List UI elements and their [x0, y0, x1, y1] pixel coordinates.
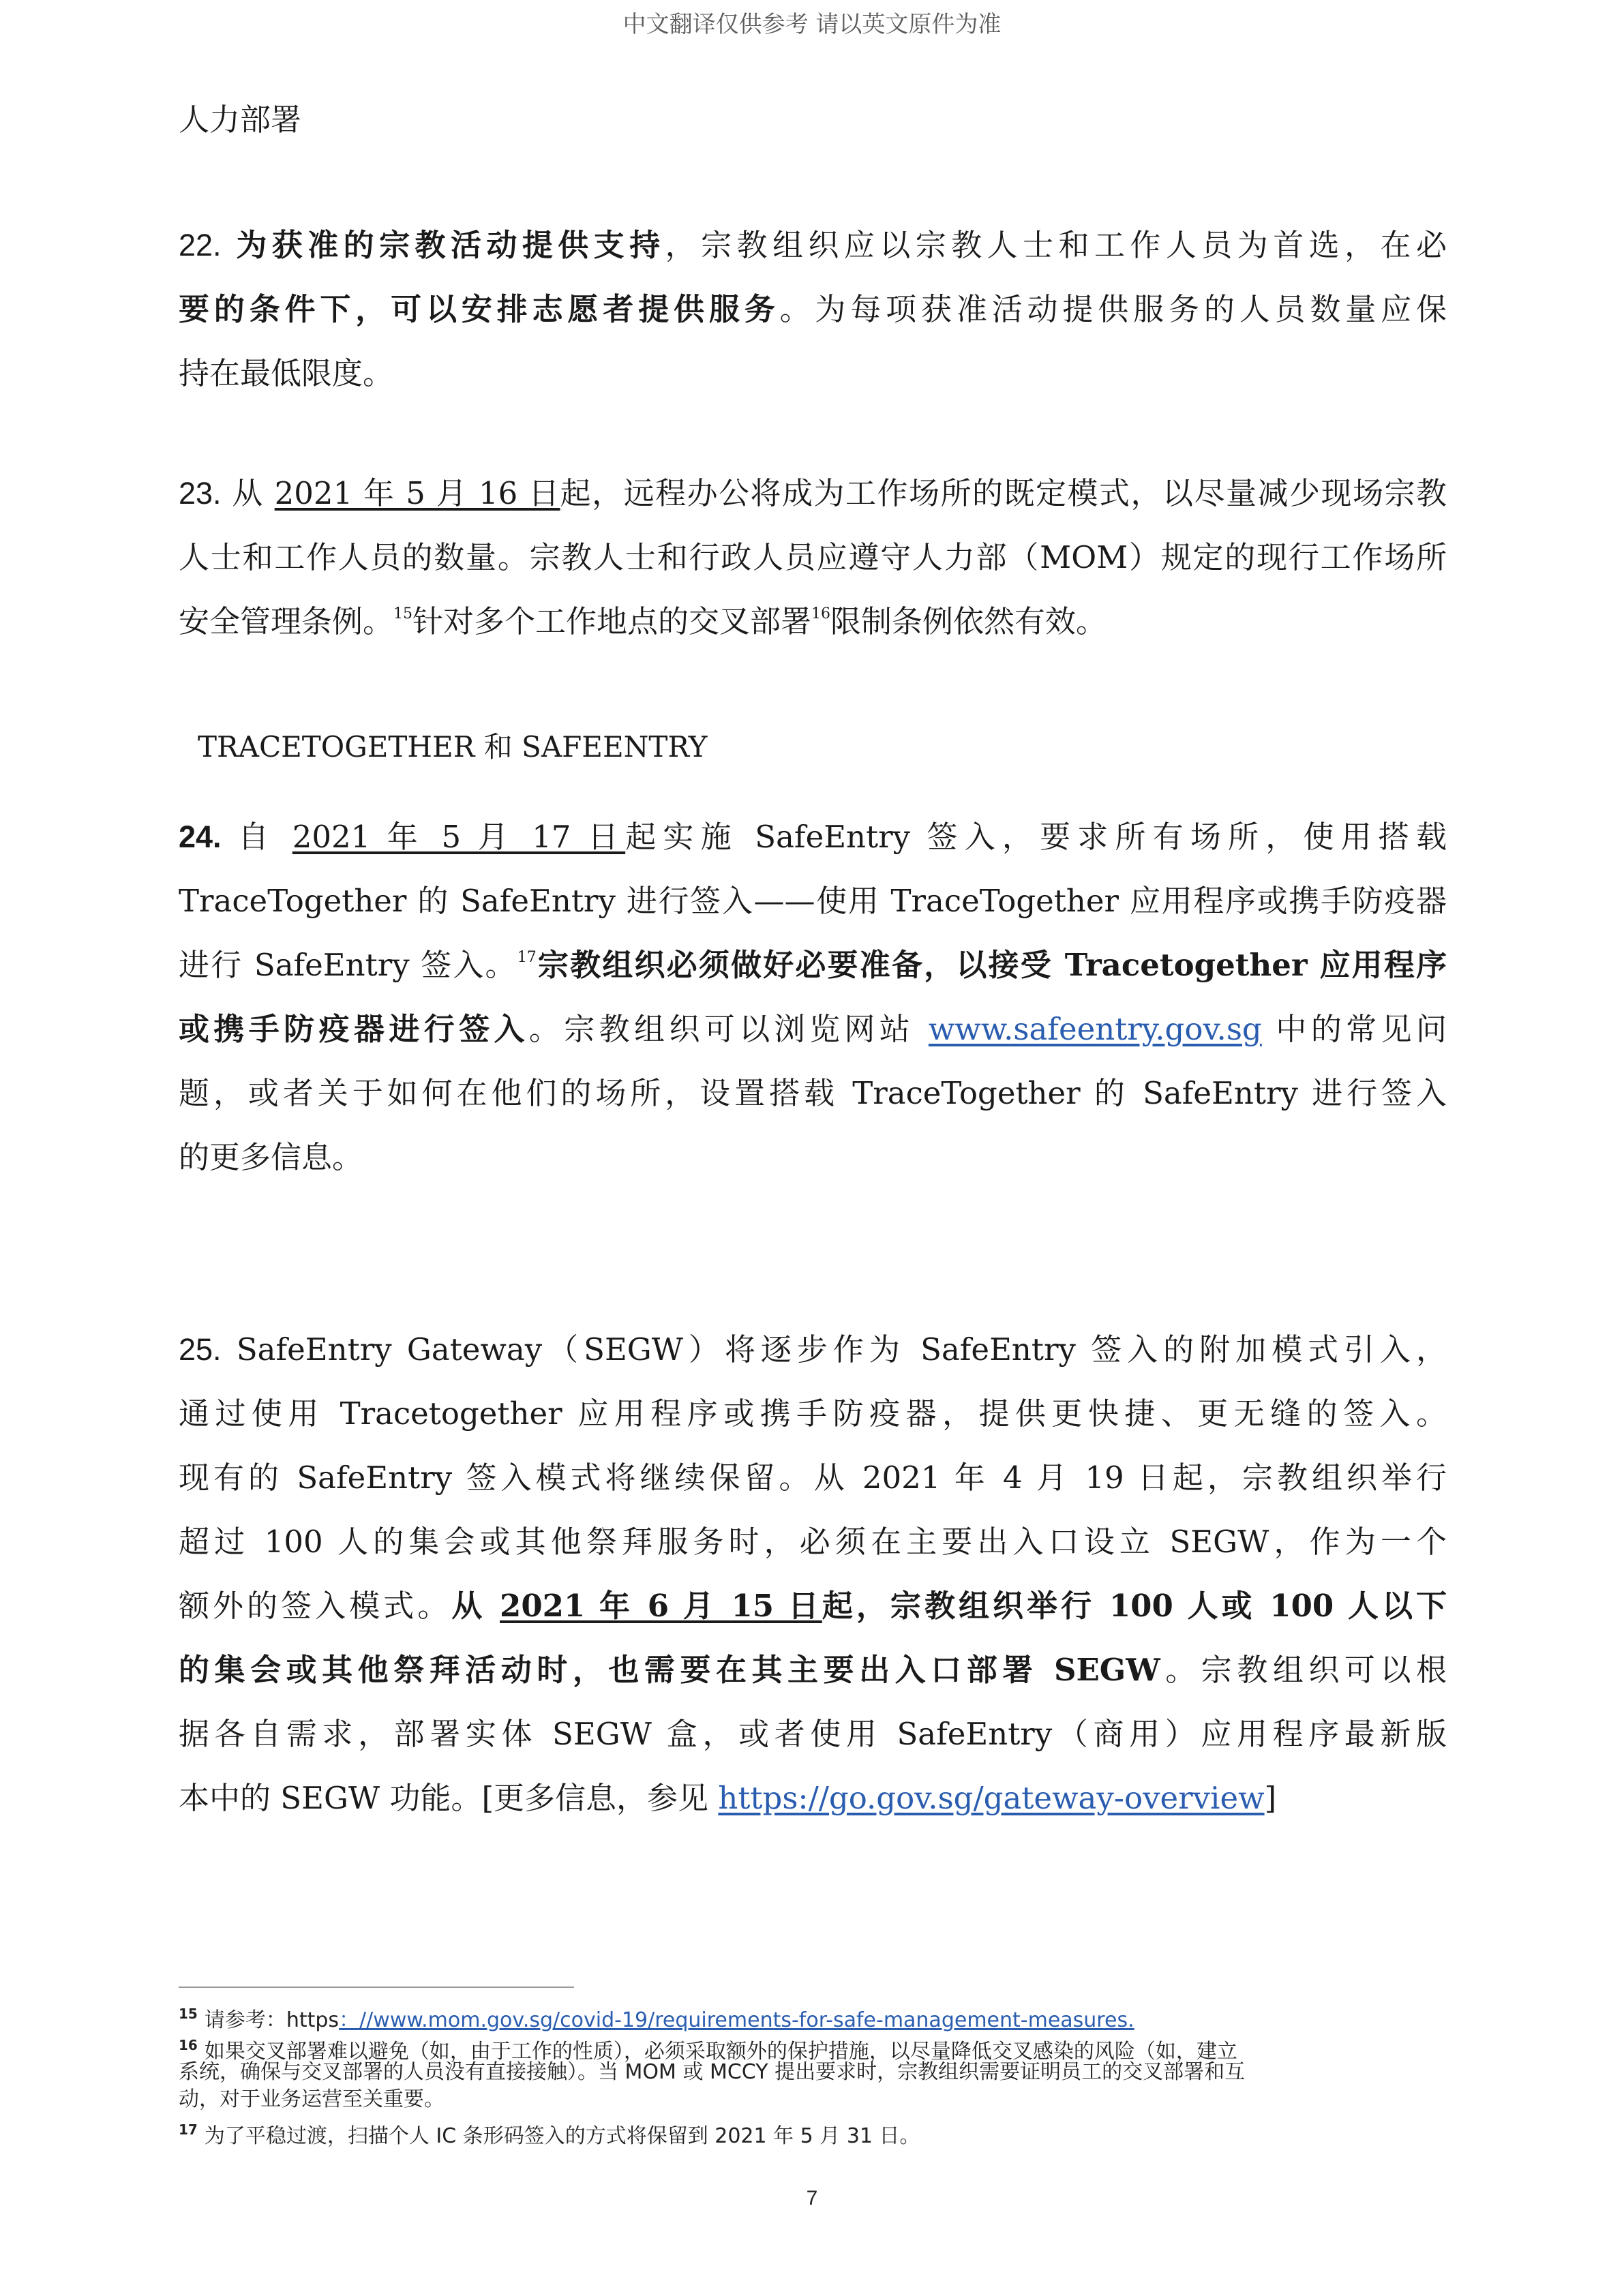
footnote-16: $^{16}$ 如果交叉部署难以避免（如，由于工作的性质），必须采取额外的保护措施，以尽量降低交叉感染的风险（如，建立 — [179, 2037, 1237, 2064]
footnote-15: $^{15}$ 请参考：https：//www.mom.gov.sg/covid-19/requirements-for-safe-management-measures. — [179, 2006, 1134, 2032]
date-underlined: 2021 年 5 月 16 日 — [274, 475, 560, 511]
section-title-tracetogether: TRACETOGETHER 和 SAFEENTRY — [198, 730, 708, 764]
paragraph-24-line-5: 题，或者关于如何在他们的场所，设置搭载 TraceTogether 的 SafeEntry 进行签入 — [179, 1075, 1447, 1111]
footnote-16-line-2: 系统，确保与交叉部署的人员没有直接接触）。当 MOM 或 MCCY 提出要求时，宗教组织需要证明员工的交叉部署和互 — [179, 2060, 1246, 2084]
paragraph-23-line-2: 人士和工作人员的数量。宗教人士和行政人员应遵守人力部（MOM）规定的现行工作场所 — [179, 539, 1447, 575]
section-title-manpower: 人力部署 — [179, 102, 302, 138]
paragraph-25-line-4: 超过 100 人的集会或其他祭拜服务时，必须在主要出入口设立 SEGW，作为一个 — [179, 1524, 1447, 1560]
paragraph-number: 22. — [179, 228, 222, 262]
paragraph-24-line-4: 或携手防疫器进行签入。宗教组织可以浏览网站 www.safeentry.gov.sg 中的常见问 — [179, 1011, 1447, 1047]
paragraph-number: 25. — [179, 1332, 222, 1367]
footnote-16-line-3: 动，对于业务运营至关重要。 — [179, 2087, 445, 2111]
paragraph-25-line-5: 额外的签入模式。从 2021 年 6 月 15 日起，宗教组织举行 100 人或 100 人以下 — [179, 1588, 1447, 1624]
date-underlined: 2021 年 6 月 15 日 — [500, 1588, 822, 1624]
footnote-ref-15[interactable]: 15 — [393, 605, 413, 622]
translation-notice: 中文翻译仅供参考 请以英文原件为准 — [622, 11, 1002, 38]
paragraph-24-line-2: TraceTogether 的 SafeEntry 进行签入——使用 TraceTogether 应用程序或携手防疫器 — [179, 883, 1447, 919]
footnote-divider — [179, 1987, 574, 1988]
paragraph-24-line-3: 进行 SafeEntry 签入。$^{17}$宗教组织必须做好必要准备，以接受 Tracetogether 应用程序 — [179, 947, 1447, 983]
footnote-17: $^{17}$ 为了平稳过渡，扫描个人 IC 条形码签入的方式将保留到 2021 年 5 月 31 日。 — [179, 2121, 920, 2148]
paragraph-number: 24. — [179, 819, 222, 854]
footnote-ref-16[interactable]: 16 — [811, 605, 831, 622]
paragraph-24-line-1: 24. 自 2021 年 5 月 17 日起实施 SafeEntry 签入，要求所有场所，使用搭载 — [179, 819, 1447, 855]
footnote-ref-17[interactable]: 17 — [517, 949, 537, 966]
paragraph-number: 23. — [179, 476, 222, 511]
paragraph-23-line-3: 安全管理条例。$^{15}$针对多个工作地点的交叉部署$^{16}$限制条例依然有效。 — [179, 603, 1107, 639]
paragraph-25-line-7: 据各自需求，部署实体 SEGW 盒，或者使用 SafeEntry（商用）应用程序最新版 — [179, 1716, 1447, 1752]
paragraph-23-line-1: 23. 从 2021 年 5 月 16 日起，远程办公将成为工作场所的既定模式，以尽量减少现场宗教 — [179, 475, 1447, 511]
paragraph-24-line-6: 的更多信息。 — [179, 1139, 363, 1175]
paragraph-25-line-2: 通过使用 Tracetogether 应用程序或携手防疫器，提供更快捷、更无缝的签入。 — [179, 1395, 1447, 1432]
mom-link[interactable]: ：//www.mom.gov.sg/covid-19/requirements-for-safe-management-measures. — [339, 2008, 1134, 2032]
paragraph-25-line-1: 25. SafeEntry Gateway（SEGW）将逐步作为 SafeEntry 签入的附加模式引入， — [179, 1331, 1447, 1368]
paragraph-25-line-3: 现有的 SafeEntry 签入模式将继续保留。从 2021 年 4 月 19 日起，宗教组织举行 — [179, 1460, 1447, 1496]
safeentry-website-link[interactable]: www.safeentry.gov.sg — [928, 1011, 1262, 1047]
paragraph-25-line-8: 本中的 SEGW 功能。[更多信息，参见 https://go.gov.sg/gateway-overview] — [179, 1780, 1277, 1816]
page-number: 7 — [806, 2187, 818, 2209]
paragraph-22-line-1: 22. 为获准的宗教活动提供支持，宗教组织应以宗教人士和工作人员为首选，在必 — [179, 227, 1447, 263]
paragraph-22-line-2: 要的条件下，可以安排志愿者提供服务。为每项获准活动提供服务的人员数量应保 — [179, 291, 1447, 327]
paragraph-25-line-6: 的集会或其他祭拜活动时，也需要在其主要出入口部署 SEGW。宗教组织可以根 — [179, 1652, 1447, 1688]
gateway-overview-link[interactable]: https://go.gov.sg/gateway-overview — [718, 1780, 1265, 1816]
paragraph-22-line-3: 持在最低限度。 — [179, 355, 394, 391]
date-underlined: 2021 年 5 月 17 日 — [292, 819, 626, 855]
